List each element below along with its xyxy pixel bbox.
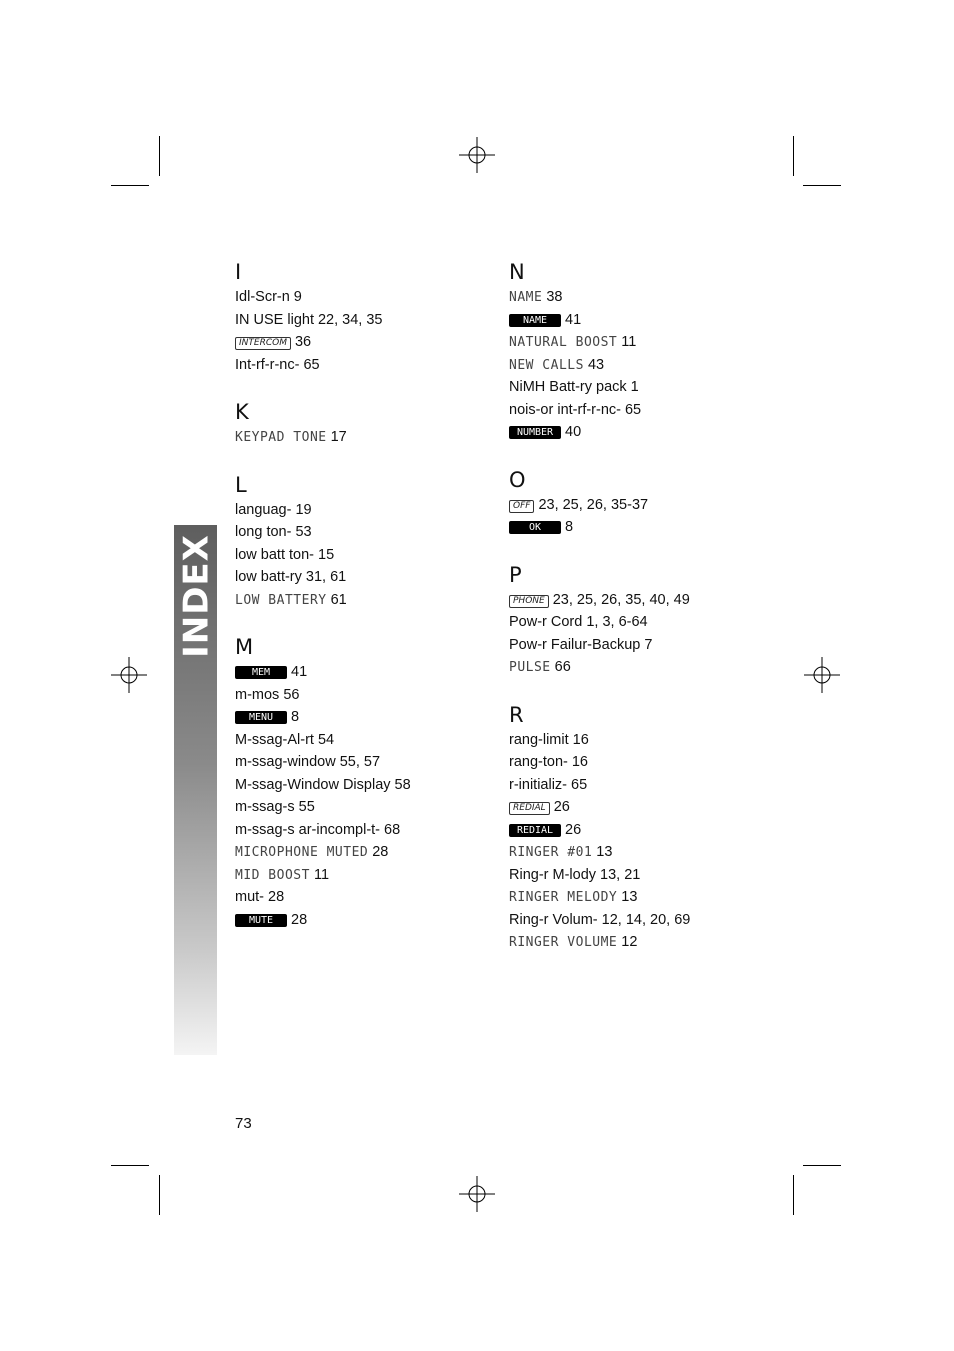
entry-label: long ton- <box>235 524 292 540</box>
entry-pages: 23, 25, 26, 35, 40, 49 <box>552 591 690 608</box>
display-text-label: NATURAL BOOST <box>509 335 618 350</box>
entry-label: low batt ton- <box>235 546 314 563</box>
index-entry <box>509 286 779 309</box>
entry-pages: 68 <box>384 821 401 838</box>
softkey-label: OK <box>509 521 561 534</box>
button-label: REDIAL <box>509 802 550 815</box>
display-text-label: LOW BATTERY <box>235 592 327 608</box>
entry-pages: 8 <box>565 519 574 535</box>
index-entry <box>235 566 505 589</box>
section-letter: O <box>509 467 526 492</box>
entry-label: r-initializ- <box>509 776 567 793</box>
entry-label: rang-ton- <box>509 754 568 770</box>
display-text-label: PULSE <box>509 660 551 675</box>
entry-label: m-ssag-s <box>235 799 295 815</box>
index-entry <box>509 634 779 657</box>
softkey-label: NUMBER <box>509 426 561 439</box>
index-entry <box>235 544 505 567</box>
entry-label: low batt-ry <box>235 569 302 585</box>
display-text-label: NAME <box>509 290 543 305</box>
entry-pages: 13, 21 <box>600 866 641 883</box>
index-entry <box>235 661 505 684</box>
crop-mark <box>793 1175 794 1215</box>
entry-pages: 17 <box>330 429 347 445</box>
index-entry <box>509 886 779 909</box>
crop-mark <box>159 1175 160 1215</box>
entry-label: m-ssag-s ar-incompl-t- <box>235 821 381 838</box>
entry-pages: 55 <box>298 799 315 815</box>
entry-pages: 65 <box>571 776 588 793</box>
index-entry <box>509 309 779 332</box>
entry-label: m-mos <box>235 686 280 703</box>
index-entry <box>235 841 505 864</box>
entry-pages: 16 <box>572 731 589 748</box>
softkey-label: MUTE <box>235 914 287 927</box>
entry-pages: 54 <box>317 731 335 748</box>
index-entry <box>235 521 505 544</box>
page-number: 73 <box>235 1115 252 1132</box>
index-section-p <box>509 561 779 679</box>
index-entry <box>235 886 505 909</box>
crop-mark <box>111 1165 149 1166</box>
index-entry <box>509 864 779 887</box>
entry-label: rang-limit <box>509 731 569 748</box>
index-entry <box>235 309 505 332</box>
entry-label: Pow-r Cord <box>509 614 583 630</box>
index-entry <box>235 589 505 612</box>
entry-pages: 65 <box>303 356 320 373</box>
index-entry <box>235 774 505 797</box>
entry-pages: 53 <box>295 524 312 540</box>
entry-pages: 28 <box>291 911 308 928</box>
entry-pages: 36 <box>294 334 312 350</box>
entry-pages: 1 <box>630 379 639 395</box>
registration-mark-icon <box>804 657 840 693</box>
entry-pages: 9 <box>293 289 302 305</box>
button-label: OFF <box>509 500 534 513</box>
entry-pages: 61 <box>330 591 347 608</box>
index-entry <box>235 909 505 932</box>
entry-label: IN USE light <box>235 311 314 328</box>
entry-label: Ring-r Volum- <box>509 911 598 928</box>
index-entry <box>235 684 505 707</box>
index-entry <box>235 729 505 752</box>
entry-pages: 22, 34, 35 <box>317 311 383 328</box>
index-entry <box>509 751 779 774</box>
crop-mark <box>111 185 149 186</box>
entry-label: Ring-r M-lody <box>509 866 597 883</box>
index-section-n <box>509 258 779 444</box>
display-text-label: RINGER VOLUME <box>509 935 618 950</box>
entry-label: nois-or int-rf-r-nc- <box>509 401 621 418</box>
crop-mark <box>159 136 160 176</box>
entry-label: m-ssag-window <box>235 754 336 770</box>
section-letter: R <box>509 702 524 727</box>
section-letter: N <box>509 260 525 284</box>
entry-pages: 41 <box>291 664 308 680</box>
index-section-o <box>509 466 779 539</box>
entry-pages: 8 <box>291 709 300 725</box>
softkey-label: NAME <box>509 314 561 327</box>
button-label: PHONE <box>509 595 549 608</box>
entry-pages: 28 <box>372 844 389 860</box>
index-entry <box>509 729 779 752</box>
display-text-label: MICROPHONE MUTED <box>235 845 369 860</box>
registration-mark-icon <box>111 657 147 693</box>
crop-mark <box>803 1165 841 1166</box>
entry-pages: 65 <box>624 401 642 418</box>
display-text-label: MID BOOST <box>235 867 310 883</box>
section-letter: I <box>235 260 242 284</box>
index-section-m <box>235 633 505 931</box>
index-entry <box>509 841 779 864</box>
entry-pages: 26 <box>565 821 582 838</box>
index-entry <box>509 354 779 377</box>
index-entry <box>235 426 505 449</box>
section-letter: P <box>509 562 522 587</box>
section-letter: K <box>235 400 249 424</box>
entry-pages: 11 <box>313 866 330 883</box>
index-entry <box>509 931 779 954</box>
entry-pages: 1, 3, 6-64 <box>586 614 648 630</box>
index-entry <box>509 399 779 422</box>
index-section-r <box>509 701 779 954</box>
entry-label: languag- <box>235 501 292 518</box>
index-entry <box>509 909 779 932</box>
index-entry <box>509 376 779 399</box>
entry-pages: 58 <box>394 776 411 793</box>
entry-pages: 19 <box>295 501 312 518</box>
index-entry <box>509 774 779 797</box>
entry-pages: 43 <box>587 356 605 373</box>
index-section-l <box>235 471 505 612</box>
index-entry <box>235 819 505 842</box>
index-entry <box>235 796 505 819</box>
entry-pages: 26 <box>553 799 570 815</box>
index-column-right <box>509 258 779 976</box>
index-entry <box>509 516 779 539</box>
entry-label: Pow-r Failur-Backup <box>509 636 641 653</box>
index-entry <box>509 421 779 444</box>
index-entry <box>235 354 505 377</box>
entry-label: mut- <box>235 889 264 905</box>
entry-pages: 13 <box>621 889 638 905</box>
index-entry <box>235 499 505 522</box>
index-entry <box>235 751 505 774</box>
index-entry <box>509 796 779 819</box>
index-column-left <box>235 258 505 953</box>
index-entry <box>235 331 505 354</box>
index-entry <box>509 656 779 679</box>
entry-pages: 56 <box>283 686 300 703</box>
button-label: INTERCOM <box>235 337 291 350</box>
crop-mark <box>803 185 841 186</box>
entry-label: M-ssag-Al-rt <box>235 731 314 748</box>
index-entry <box>235 864 505 887</box>
softkey-label: MENU <box>235 711 287 724</box>
entry-pages: 13 <box>596 844 613 860</box>
registration-mark-icon <box>459 1176 495 1212</box>
index-entry <box>235 286 505 309</box>
entry-pages: 11 <box>621 334 637 350</box>
entry-pages: 16 <box>571 754 588 770</box>
softkey-label: MEM <box>235 666 287 679</box>
index-entry <box>509 589 779 612</box>
softkey-label: REDIAL <box>509 824 561 837</box>
entry-pages: 38 <box>546 289 563 305</box>
entry-pages: 41 <box>565 311 582 328</box>
sidebar-title: INDEX <box>176 534 217 658</box>
entry-pages: 12 <box>621 934 638 950</box>
entry-pages: 66 <box>554 659 571 675</box>
index-entry <box>509 331 779 354</box>
crop-mark <box>793 136 794 176</box>
display-text-label: RINGER MELODY <box>509 890 618 905</box>
entry-pages: 31, 61 <box>305 569 347 585</box>
index-sidebar-tab <box>174 525 217 1055</box>
entry-pages: 7 <box>644 636 653 653</box>
index-section-k <box>235 398 505 449</box>
entry-pages: 15 <box>318 546 335 563</box>
display-text-label: KEYPAD TONE <box>235 430 327 445</box>
section-letter: L <box>235 472 247 497</box>
index-section-i <box>235 258 505 376</box>
section-letter: M <box>235 635 254 659</box>
entry-pages: 55, 57 <box>339 754 381 770</box>
index-entry <box>509 494 779 517</box>
entry-pages: 28 <box>268 889 285 905</box>
entry-pages: 40 <box>565 424 582 440</box>
entry-label: M-ssag-Window Display <box>235 776 391 793</box>
registration-mark-icon <box>459 137 495 173</box>
entry-label: NiMH Batt-ry pack <box>509 379 627 395</box>
entry-label: Idl-Scr-n <box>235 289 290 305</box>
display-text-label: RINGER #01 <box>509 845 593 860</box>
index-entry <box>235 706 505 729</box>
entry-pages: 23, 25, 26, 35-37 <box>538 496 649 513</box>
index-entry <box>509 611 779 634</box>
display-text-label: NEW CALLS <box>509 357 584 373</box>
entry-pages: 12, 14, 20, 69 <box>601 911 691 928</box>
index-entry <box>509 819 779 842</box>
entry-label: Int-rf-r-nc- <box>235 356 300 373</box>
